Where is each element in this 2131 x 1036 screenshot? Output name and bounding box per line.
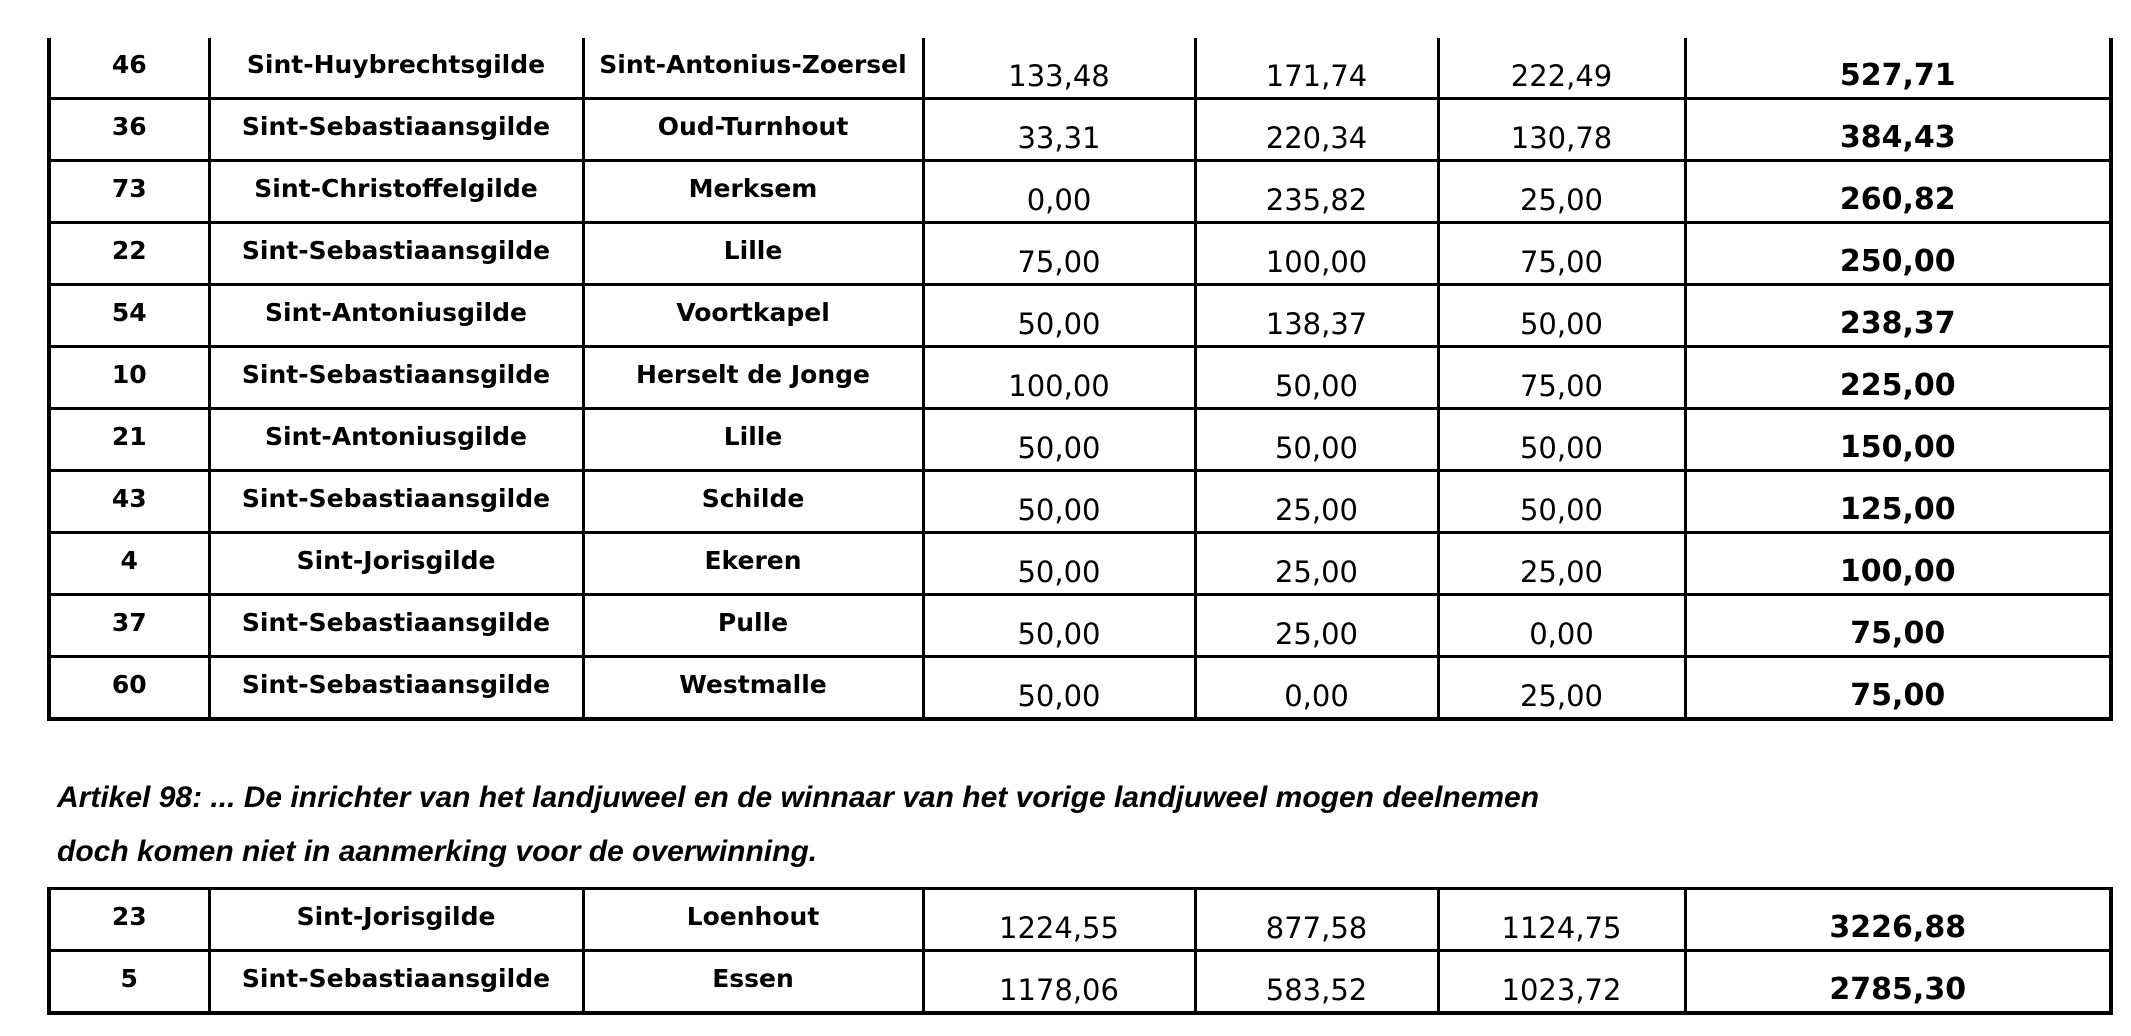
cell-score-1: 133,48 [923,38,1195,99]
cell-plaats: Sint-Antonius-Zoersel [583,38,923,99]
cell-gilde: Sint-Huybrechtsgilde [209,38,583,99]
cell-nr: 23 [49,889,209,951]
cell-score-3: 50,00 [1438,285,1685,347]
cell-gilde: Sint-Sebastiaansgilde [209,347,583,409]
cell-score-3: 25,00 [1438,161,1685,223]
cell-score-1: 1178,06 [923,951,1195,1014]
exempt-results-table [47,887,2113,1015]
cell-gilde: Sint-Sebastiaansgilde [209,99,583,161]
cell-score-3: 75,00 [1438,223,1685,285]
cell-score-1: 50,00 [923,657,1195,720]
table-row [49,161,2111,223]
cell-score-2: 100,00 [1195,223,1438,285]
cell-score-3: 130,78 [1438,99,1685,161]
cell-gilde: Sint-Antoniusgilde [209,285,583,347]
cell-gilde: Sint-Sebastiaansgilde [209,223,583,285]
cell-plaats: Schilde [583,471,923,533]
table-row [49,223,2111,285]
cell-nr: 73 [49,161,209,223]
cell-score-2: 877,58 [1195,889,1438,951]
cell-totaal: 2785,30 [1685,951,2111,1014]
cell-score-1: 75,00 [923,223,1195,285]
cell-score-2: 50,00 [1195,347,1438,409]
cell-nr: 5 [49,951,209,1014]
cell-totaal: 75,00 [1685,595,2111,657]
cell-nr: 43 [49,471,209,533]
cell-score-2: 235,82 [1195,161,1438,223]
cell-gilde: Sint-Jorisgilde [209,533,583,595]
cell-score-1: 50,00 [923,471,1195,533]
table-row [49,285,2111,347]
cell-score-3: 222,49 [1438,38,1685,99]
article-note-line-2: doch komen niet in aanmerking voor de overwinning. [57,835,818,868]
cell-plaats: Lille [583,409,923,471]
cell-score-3: 1023,72 [1438,951,1685,1014]
cell-score-1: 33,31 [923,99,1195,161]
cell-gilde: Sint-Antoniusgilde [209,409,583,471]
cell-plaats: Pulle [583,595,923,657]
cell-score-3: 50,00 [1438,409,1685,471]
cell-plaats: Essen [583,951,923,1014]
cell-score-1: 0,00 [923,161,1195,223]
cell-gilde: Sint-Christoffelgilde [209,161,583,223]
cell-plaats: Loenhout [583,889,923,951]
cell-score-1: 50,00 [923,285,1195,347]
article-note-line-1: Artikel 98: ... De inrichter van het landjuweel en de winnaar van het vorige landjuweel mogen deelnemen [57,781,1540,814]
cell-score-3: 25,00 [1438,657,1685,720]
table-row [49,951,2111,1014]
table-row [49,38,2111,99]
cell-score-2: 138,37 [1195,285,1438,347]
cell-score-1: 1224,55 [923,889,1195,951]
table-row [49,595,2111,657]
cell-totaal: 225,00 [1685,347,2111,409]
cell-totaal: 75,00 [1685,657,2111,720]
cell-plaats: Herselt de Jonge [583,347,923,409]
cell-score-2: 220,34 [1195,99,1438,161]
cell-nr: 4 [49,533,209,595]
cell-plaats: Oud-Turnhout [583,99,923,161]
table-row [49,889,2111,951]
cell-nr: 10 [49,347,209,409]
cell-totaal: 238,37 [1685,285,2111,347]
cell-gilde: Sint-Jorisgilde [209,889,583,951]
cell-nr: 60 [49,657,209,720]
cell-gilde: Sint-Sebastiaansgilde [209,471,583,533]
cell-nr: 46 [49,38,209,99]
cell-gilde: Sint-Sebastiaansgilde [209,657,583,720]
cell-totaal: 100,00 [1685,533,2111,595]
cell-totaal: 260,82 [1685,161,2111,223]
cell-totaal: 3226,88 [1685,889,2111,951]
cell-nr: 36 [49,99,209,161]
cell-plaats: Ekeren [583,533,923,595]
table-row [49,471,2111,533]
cell-plaats: Westmalle [583,657,923,720]
cell-score-2: 50,00 [1195,409,1438,471]
results-table-body [49,38,2111,719]
cell-score-2: 25,00 [1195,595,1438,657]
cell-totaal: 384,43 [1685,99,2111,161]
cell-score-2: 25,00 [1195,471,1438,533]
cell-score-2: 171,74 [1195,38,1438,99]
cell-gilde: Sint-Sebastiaansgilde [209,951,583,1014]
cell-nr: 54 [49,285,209,347]
cell-totaal: 125,00 [1685,471,2111,533]
cell-score-3: 25,00 [1438,533,1685,595]
cell-gilde: Sint-Sebastiaansgilde [209,595,583,657]
cell-score-2: 0,00 [1195,657,1438,720]
table-row [49,409,2111,471]
cell-nr: 22 [49,223,209,285]
cell-totaal: 527,71 [1685,38,2111,99]
cell-score-3: 1124,75 [1438,889,1685,951]
cell-score-3: 75,00 [1438,347,1685,409]
cell-score-2: 25,00 [1195,533,1438,595]
cell-plaats: Voortkapel [583,285,923,347]
table-row [49,99,2111,161]
cell-nr: 21 [49,409,209,471]
table-row [49,347,2111,409]
cell-score-1: 50,00 [923,595,1195,657]
cell-score-3: 0,00 [1438,595,1685,657]
cell-totaal: 150,00 [1685,409,2111,471]
cell-totaal: 250,00 [1685,223,2111,285]
cell-plaats: Merksem [583,161,923,223]
cell-score-1: 50,00 [923,409,1195,471]
cell-score-1: 50,00 [923,533,1195,595]
cell-score-1: 100,00 [923,347,1195,409]
table-row [49,533,2111,595]
results-table [47,38,2113,721]
table-row [49,657,2111,720]
cell-plaats: Lille [583,223,923,285]
cell-nr: 37 [49,595,209,657]
cell-score-2: 583,52 [1195,951,1438,1014]
exempt-table-body [49,889,2111,1014]
cell-score-3: 50,00 [1438,471,1685,533]
